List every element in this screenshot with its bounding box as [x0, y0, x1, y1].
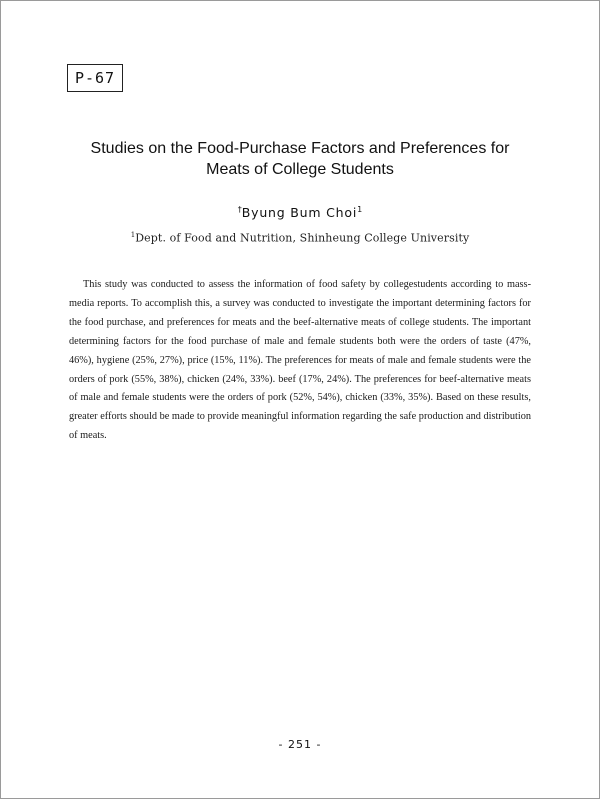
- page-number: - 251 -: [278, 738, 322, 751]
- author-line: [100, 205, 500, 220]
- abstract-text: This study was conducted to assess the information of food safety by collegestudents according to mass-media reports. To accomplish this, a survey was conducted to investigate the important determining factors for the food purchase, and preferences for meats and the beef-alternative meats of college students. The important determining factors for the food purchase of male and female students both were the orders of taste (47%, 46%), hygiene (25%, 27%), price (15%, 11%). The preferences for meats of male and female students were the orders of pork (55%, 38%), chicken (24%, 33%). beef (17%, 24%). The preferences for beef-alternative meats of male and female students were the orders of pork (52%, 54%), chicken (33%, 35%). Based on these results, greater efforts should be made to provide meaningful information regarding the safe production and distribution of meats.: [69, 279, 531, 442]
- title-line-2: Meats of College Students: [206, 161, 394, 178]
- affiliation-text: Dept. of Food and Nutrition, Shinheung College University: [135, 231, 470, 245]
- author-name: Byung Bum Choi: [241, 205, 358, 221]
- corresponding-mark: †: [237, 205, 242, 214]
- poster-id-box: P-67: [67, 64, 123, 92]
- author-affiliation-mark: 1: [357, 205, 363, 214]
- affiliation-line: [100, 231, 500, 245]
- title-line-1: Studies on the Food-Purchase Factors and Preferences for: [90, 140, 510, 157]
- affiliation-mark: 1: [130, 231, 136, 239]
- paper-title: [60, 138, 540, 180]
